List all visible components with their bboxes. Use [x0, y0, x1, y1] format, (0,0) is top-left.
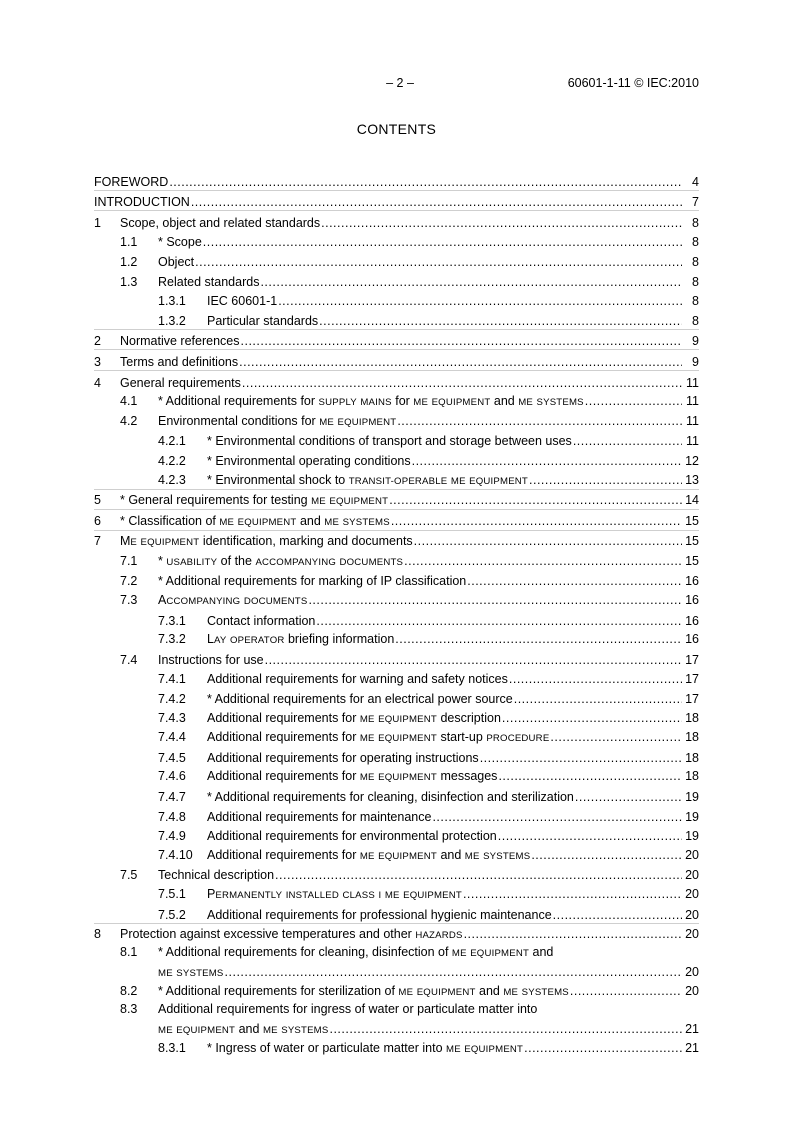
toc-entry-title: Additional requirements for environmental protection: [207, 829, 497, 844]
toc-entry[interactable]: [94, 570, 699, 590]
toc-entry[interactable]: [94, 825, 699, 845]
page-header: [94, 76, 699, 94]
toc-entry-number: 5: [94, 493, 101, 508]
dot-leader: [553, 908, 682, 923]
dot-leader: [242, 376, 682, 391]
toc-entry-number: 1.3.1: [158, 294, 186, 309]
toc-entry-number: 7.4.3: [158, 710, 186, 725]
toc-entry-number: 4.2.3: [158, 472, 186, 487]
toc-entry[interactable]: [94, 609, 699, 629]
toc-entry-title: Additional requirements for warning and safety notices: [207, 672, 508, 687]
dot-leader: [432, 810, 682, 825]
toc-entry-title: PERMANENTLY INSTALLED CLASS I ME EQUIPMENT: [207, 886, 462, 901]
toc-entry-title: Terms and definitions: [120, 354, 239, 369]
toc-entry-page: 17: [685, 652, 699, 667]
toc-entry-number: 4: [94, 375, 101, 390]
toc-entry-page: 20: [685, 868, 699, 883]
toc-entry-number: 1.1: [120, 235, 138, 250]
toc-entry-number: 1.3: [120, 274, 138, 289]
toc-entry-page: 17: [685, 692, 699, 707]
toc-entry-title: * Environmental conditions of transport and storage between uses: [207, 434, 572, 449]
toc-entry-title: Scope, object and related standards: [120, 215, 321, 230]
dot-leader: [239, 355, 682, 370]
toc-entry-page: 7: [692, 195, 699, 210]
toc-entry-number: 7.5.2: [158, 907, 186, 922]
toc-entry-page: 14: [685, 493, 699, 508]
toc-entry-number: 7.5.1: [158, 886, 186, 901]
toc-entry[interactable]: [94, 370, 699, 391]
toc-entry-number: 7.3.1: [158, 613, 186, 628]
toc-entry[interactable]: [94, 309, 699, 329]
dot-leader: [573, 434, 682, 449]
toc-entry-title: Protection against excessive temperatures and other HAZARDS: [120, 927, 463, 942]
toc-entry[interactable]: [94, 449, 699, 469]
toc-entry[interactable]: [94, 864, 699, 884]
toc-entry-number: 7: [94, 534, 101, 549]
toc-entry-page: 8: [692, 235, 699, 250]
dot-leader: [570, 984, 682, 999]
toc-entry-page: 18: [685, 750, 699, 765]
toc-entry-number: 7.2: [120, 574, 138, 589]
dot-leader: [498, 829, 682, 844]
toc-entry-title: FOREWORD: [94, 174, 169, 189]
toc-entry[interactable]: [94, 805, 699, 825]
toc-entry-number: 7.4.4: [158, 730, 186, 745]
toc-entry-page: 13: [685, 472, 699, 487]
toc-entry-title: * Environmental operating conditions: [207, 453, 411, 468]
toc-entry-page: 18: [685, 730, 699, 745]
dot-leader: [514, 692, 682, 707]
dot-leader: [529, 473, 682, 488]
dot-leader: [467, 574, 682, 589]
dot-leader: [241, 334, 683, 349]
dot-leader: [321, 216, 682, 231]
toc-entry[interactable]: [94, 430, 699, 450]
toc-entry-page: 20: [685, 984, 699, 999]
toc-entry-title: Additional requirements for ME EQUIPMENT messages: [207, 769, 498, 784]
dot-leader: [203, 235, 682, 250]
dot-leader: [265, 653, 682, 668]
dot-leader: [191, 195, 682, 210]
toc-entry-page: 8: [692, 215, 699, 230]
toc-entry[interactable]: [94, 844, 699, 864]
toc-entry-title: * Environmental shock to TRANSIT-OPERABLE ME EQUIPMENT: [207, 472, 528, 487]
toc-entry[interactable]: [94, 190, 699, 211]
toc-entry[interactable]: [94, 589, 699, 609]
toc-entry-title: Related standards: [158, 274, 260, 289]
dot-leader: [389, 493, 682, 508]
dot-leader: [550, 730, 682, 745]
toc-entry-number: 7.4: [120, 652, 138, 667]
toc-entry-page: 21: [685, 1021, 699, 1036]
dot-leader: [391, 514, 682, 529]
toc-entry-title: IEC 60601-1: [207, 294, 278, 309]
toc-entry-page: 11: [686, 375, 699, 390]
toc-entry[interactable]: [94, 668, 699, 688]
toc-entry[interactable]: [94, 349, 699, 370]
page-number: – 2 –: [386, 76, 414, 90]
toc-entry-page: 15: [685, 513, 699, 528]
toc-entry-page: 9: [692, 354, 699, 369]
toc-entry-number: 8.2: [120, 984, 138, 999]
toc-entry-number: 7.3.2: [158, 632, 186, 647]
toc-entry-page: 11: [686, 413, 699, 428]
toc-entry-page: 16: [685, 632, 699, 647]
toc-entry-title: ACCOMPANYING DOCUMENTS: [158, 593, 308, 608]
page-title: CONTENTS: [356, 121, 437, 137]
dot-leader: [509, 672, 682, 687]
toc-entry-title: LAY OPERATOR briefing information: [207, 632, 395, 647]
toc-entry-page: 20: [685, 964, 699, 979]
dot-leader: [308, 593, 682, 608]
toc-entry-number: 8.3: [120, 1002, 138, 1017]
toc-entry-page: 8: [692, 313, 699, 328]
toc-entry[interactable]: [94, 509, 699, 530]
toc-entry[interactable]: [94, 391, 699, 411]
toc-entry[interactable]: [94, 923, 699, 944]
toc-entry-page: 15: [685, 553, 699, 568]
toc-entry-page: 12: [685, 453, 699, 468]
toc-entry-title: Additional requirements for ME EQUIPMENT and ME SYSTEMS: [207, 847, 531, 862]
dot-leader: [169, 175, 682, 190]
dot-leader: [464, 927, 682, 942]
dot-leader: [524, 1041, 682, 1056]
toc-entry[interactable]: [94, 648, 699, 668]
toc-entry-title: Environmental conditions for ME EQUIPMENT: [158, 413, 397, 428]
standard-identifier: 60601-1-11 © IEC:2010: [567, 76, 699, 90]
toc-entry-page: 18: [685, 769, 699, 784]
toc-entry-page: 16: [685, 574, 699, 589]
toc-entry-title: Normative references: [120, 334, 240, 349]
toc-entry-number: 4.2.1: [158, 434, 186, 449]
dot-leader: [404, 554, 682, 569]
dot-leader: [316, 614, 682, 629]
toc-entry-title: * Additional requirements for an electrical power source: [207, 692, 513, 707]
toc-entry-number: 8.1: [120, 945, 138, 960]
toc-entry[interactable]: [94, 489, 699, 510]
toc-entry-number: 7.3: [120, 593, 138, 608]
toc-entry-title: Additional requirements for ME EQUIPMENT start-up PROCEDURE: [207, 730, 550, 745]
toc-entry-title: * Additional requirements for sterilization of ME EQUIPMENT and ME SYSTEMS: [158, 984, 569, 999]
toc-entry-page: 21: [685, 1041, 699, 1056]
toc-entry-title: * Scope: [158, 235, 202, 250]
toc-entry-title: General requirements: [120, 375, 241, 390]
toc-entry[interactable]: [94, 746, 699, 766]
toc-entry-page: 4: [692, 174, 699, 189]
toc-entry-page: 20: [685, 847, 699, 862]
toc-entry-page: 19: [685, 829, 699, 844]
toc-entry-title: Technical description: [158, 868, 275, 883]
dot-leader: [531, 848, 682, 863]
toc-entry-page: 8: [692, 254, 699, 269]
toc-entry-title: Particular standards: [207, 313, 319, 328]
toc-entry[interactable]: [94, 329, 699, 350]
toc-entry-page: 9: [692, 334, 699, 349]
toc-entry-number: 7.4.1: [158, 672, 186, 687]
toc-entry-number: 7.4.6: [158, 769, 186, 784]
toc-entry-number: 4.1: [120, 394, 138, 409]
toc-entry[interactable]: [94, 707, 699, 727]
toc-entry-number: 7.4.7: [158, 790, 186, 804]
toc-entry-number: 7.4.2: [158, 692, 186, 707]
toc-entry-page: 11: [686, 434, 699, 449]
toc-entry-title: Additional requirements for operating instructions: [207, 750, 479, 765]
toc-entry-number: 8.3.1: [158, 1041, 186, 1056]
dot-leader: [278, 294, 682, 309]
toc-entry-page: 19: [685, 790, 699, 804]
toc-entry-number: 2: [94, 334, 101, 349]
dot-leader: [412, 454, 682, 469]
dot-leader: [480, 751, 682, 766]
toc-entry-number: 7.5: [120, 868, 138, 883]
toc-entry[interactable]: [94, 250, 699, 270]
toc-entry[interactable]: [94, 231, 699, 251]
toc-entry-number: 4.2.2: [158, 453, 186, 468]
toc-entry-page: 17: [685, 672, 699, 687]
dot-leader: [502, 711, 682, 726]
toc-entry-title: ME EQUIPMENT identification, marking and documents: [120, 534, 413, 549]
toc-entry[interactable]: [94, 1038, 699, 1058]
toc-entry-number: 7.4.10: [158, 847, 193, 862]
toc-entry-title: * Ingress of water or particulate matter into ME EQUIPMENT: [207, 1041, 524, 1056]
toc-entry-title: * USABILITY of the ACCOMPANYING DOCUMENTS: [158, 553, 404, 568]
toc-entry-page: 15: [685, 534, 699, 549]
toc-entry-page: 8: [692, 274, 699, 289]
toc-entry-number: 3: [94, 354, 101, 369]
toc-entry-number: 4.2: [120, 413, 138, 428]
toc-entry[interactable]: [94, 903, 699, 923]
toc-entry-title: Object: [158, 254, 195, 269]
toc-entry-number: 7.4.8: [158, 809, 186, 824]
toc-entry-title: * Additional requirements for marking of IP classification: [158, 574, 467, 589]
dot-leader: [319, 314, 682, 329]
dot-leader: [275, 868, 682, 883]
dot-leader: [260, 275, 682, 290]
toc-entry-page: 20: [685, 927, 699, 942]
toc-entry-title-line1: Additional requirements for ingress of water or particulate matter into: [158, 1002, 538, 1017]
toc-entry-title: * Classification of ME EQUIPMENT and ME SYSTEMS: [120, 513, 390, 528]
toc-entry-page: 20: [685, 886, 699, 901]
toc-entry-number: 7.1: [120, 553, 138, 568]
dot-leader: [225, 965, 682, 980]
dot-leader: [195, 255, 682, 270]
toc-entry-page: 19: [685, 809, 699, 824]
toc-entry[interactable]: [94, 727, 699, 747]
toc-entry[interactable]: [94, 170, 699, 190]
toc-entry-page: 16: [685, 613, 699, 628]
toc-entry[interactable]: [94, 210, 699, 231]
dot-leader: [498, 769, 682, 784]
toc-entry-page: 11: [686, 394, 699, 409]
toc-entry-title-line1: * Additional requirements for cleaning, disinfection of ME EQUIPMENT and: [158, 945, 554, 960]
toc-entry[interactable]: [94, 1000, 699, 1038]
table-of-contents: [94, 170, 699, 1057]
toc-entry-number: 6: [94, 513, 101, 528]
toc-entry[interactable]: [94, 410, 699, 430]
toc-entry-number: 8: [94, 927, 101, 942]
toc-entry-page: 18: [685, 710, 699, 725]
toc-entry[interactable]: [94, 687, 699, 707]
toc-entry-page: 8: [692, 294, 699, 309]
toc-entry[interactable]: [94, 981, 699, 1001]
toc-entry-title: Contact information: [207, 613, 316, 628]
toc-entry-number: 7.4.5: [158, 750, 186, 765]
toc-entry-title: ME SYSTEMS: [158, 967, 224, 979]
dot-leader: [463, 887, 682, 902]
dot-leader: [585, 394, 682, 409]
toc-entry-title: Additional requirements for maintenance: [207, 809, 432, 824]
toc-entry-title: INTRODUCTION: [94, 195, 190, 210]
dot-leader: [414, 534, 682, 549]
toc-entry-number: 1.3.2: [158, 313, 186, 328]
toc-entry-title: Instructions for use: [158, 652, 264, 667]
dot-leader: [329, 1022, 682, 1037]
toc-entry-number: 1.2: [120, 254, 138, 269]
toc-entry-page: 20: [685, 907, 699, 922]
toc-entry-title: * Additional requirements for SUPPLY MAINS for ME EQUIPMENT and ME SYSTEMS: [158, 394, 584, 409]
toc-entry-title: Additional requirements for professional hygienic maintenance: [207, 907, 552, 922]
toc-entry[interactable]: [94, 766, 699, 786]
toc-entry[interactable]: [94, 469, 699, 489]
toc-entry[interactable]: [94, 943, 699, 981]
toc-entry[interactable]: [94, 550, 699, 570]
dot-leader: [397, 414, 682, 429]
toc-entry[interactable]: [94, 530, 699, 551]
toc-entry[interactable]: [94, 629, 699, 649]
toc-entry[interactable]: [94, 270, 699, 290]
dot-leader: [575, 790, 682, 805]
toc-entry-title: * Additional requirements for cleaning, disinfection and sterilization: [207, 790, 574, 804]
toc-entry-page: 16: [685, 593, 699, 608]
toc-entry-title: Additional requirements for ME EQUIPMENT description: [207, 710, 501, 725]
toc-entry[interactable]: [94, 785, 699, 805]
toc-entry[interactable]: [94, 883, 699, 903]
toc-entry-number: 7.4.9: [158, 829, 186, 844]
toc-entry[interactable]: [94, 290, 699, 310]
toc-entry-number: 1: [94, 215, 101, 230]
toc-entry-title: * General requirements for testing ME EQUIPMENT: [120, 493, 389, 508]
toc-entry-title: ME EQUIPMENT and ME SYSTEMS: [158, 1021, 329, 1036]
dot-leader: [395, 632, 682, 647]
